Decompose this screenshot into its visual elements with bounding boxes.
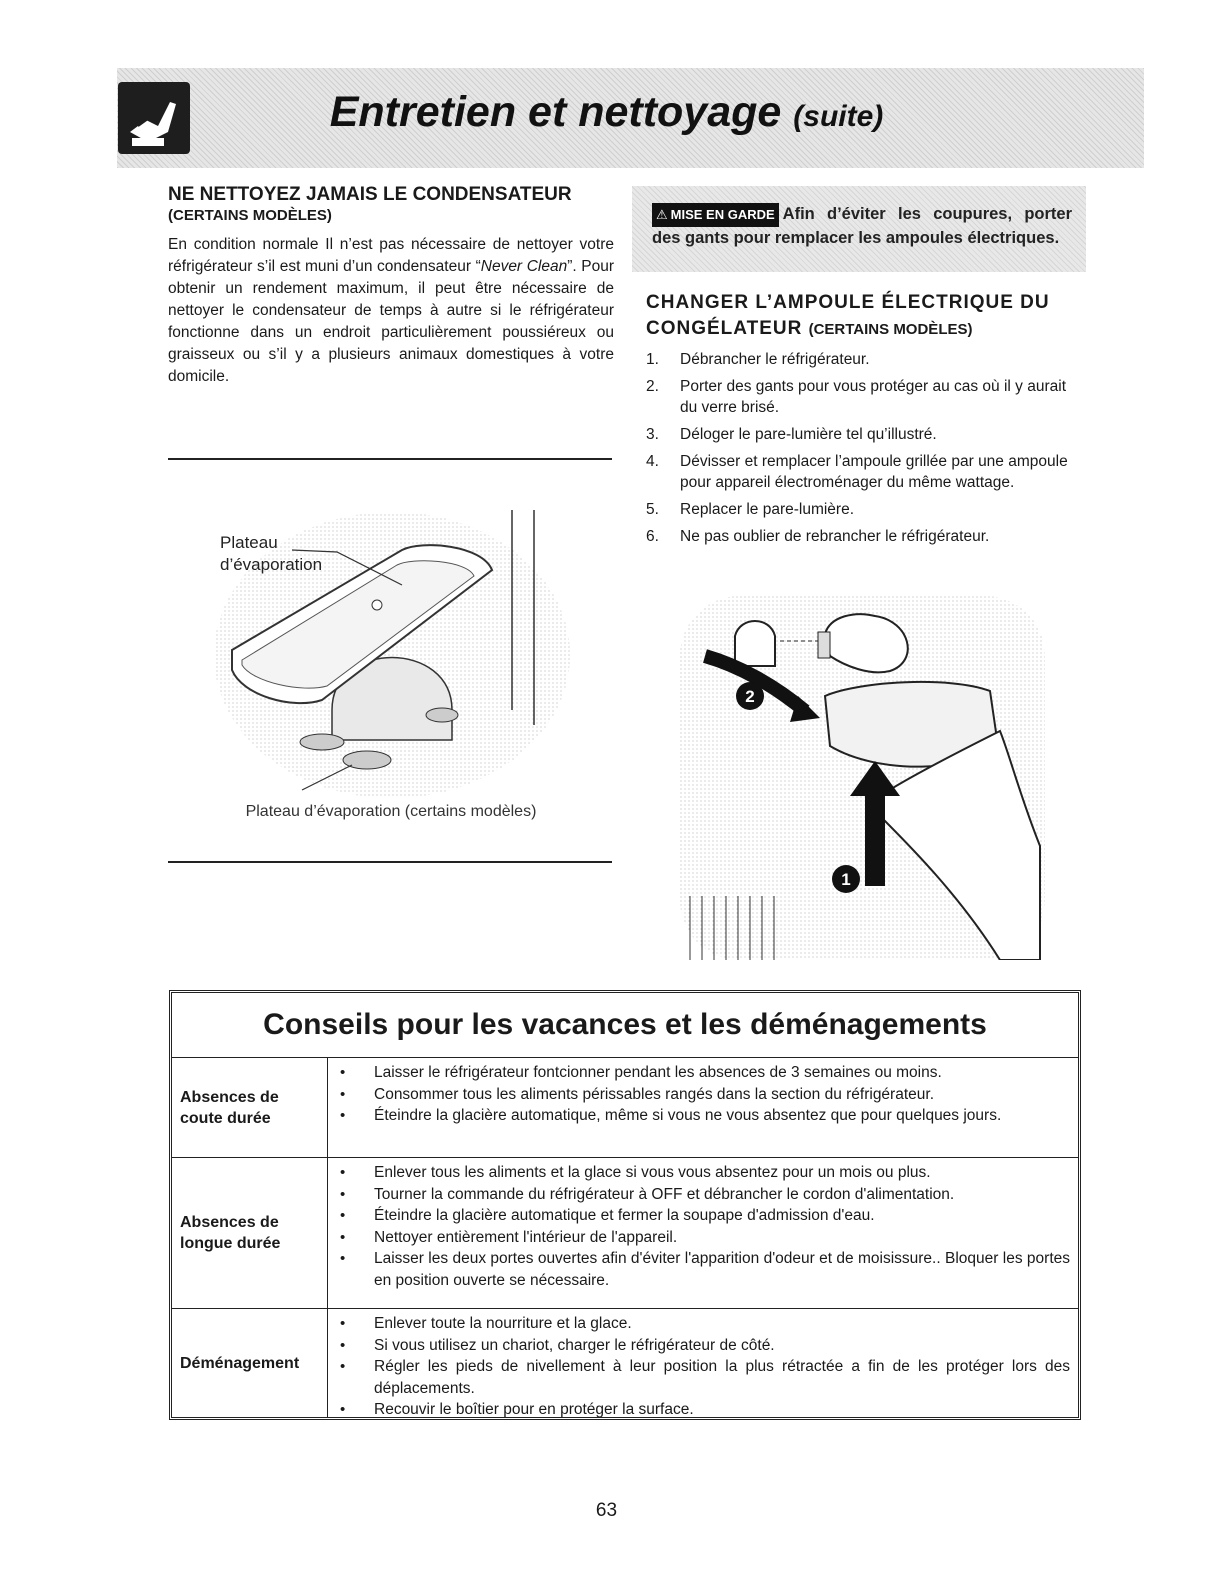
- list-item: • Éteindre la glacière automatique, même si vous ne vous absentez que pour quelques jours.: [338, 1105, 1070, 1127]
- table-row: [172, 1309, 1078, 1418]
- list-item: • Tourner la commande du réfrigérateur à OFF et débrancher le cordon d'alimentation.: [338, 1184, 1070, 1206]
- list-item: • Régler les pieds de nivellement à leur position la plus rétractée a fin de les protéger lors des déplacements.: [338, 1356, 1070, 1399]
- condenser-section: [168, 184, 614, 388]
- bulb-steps: [646, 349, 1078, 547]
- condenser-subheading: (CERTAINS MODÈLES): [168, 207, 332, 224]
- list-item: • Laisser les deux portes ouvertes afin d'éviter l'apparition d'odeur et de moisissure.. Bloquer les portes en position ouverte se nécessaire.: [338, 1248, 1070, 1291]
- list-item: 5. Replacer le pare-lumière.: [646, 501, 855, 518]
- list-item: • Enlever toute la nourriture et la glace.: [338, 1313, 1070, 1335]
- list-item: • Nettoyer entièrement l'intérieur de l'appareil.: [338, 1227, 1070, 1249]
- tips-category: Absences de coute durée: [172, 1058, 328, 1157]
- list-item: 4. Dévisser et remplacer l’ampoule grillée par une ampoule pour appareil électroménager du même wattage.: [646, 453, 1068, 491]
- list-item: 6. Ne pas oublier de rebrancher le réfrigérateur.: [646, 528, 990, 545]
- bulb-heading: CHANGER L’AMPOULE ÉLECTRIQUE DU CONGÉLATEUR (CERTAINS MODÈLES): [646, 292, 1050, 339]
- tips-table: [169, 990, 1081, 1420]
- list-item: • Éteindre la glacière automatique et fermer la soupape d'admission d'eau.: [338, 1205, 1070, 1227]
- condenser-paragraph: En condition normale Il n’est pas nécessaire de nettoyer votre réfrigérateur s’il est muni d’un condensateur “Never Clean”. Pour obtenir un rendement maximum, il peut être nécessaire de nettoyer le condensateur de temps à autre si le réfrigérateur fonctionne dans un endroit particulièrement poussiéreux ou graisseux ou s’il y a plusieurs animaux domestiques à votre domicile.: [168, 236, 615, 385]
- list-item: • Recouvir le boîtier pour en protéger la surface.: [338, 1399, 1070, 1421]
- list-item: • Si vous utilisez un chariot, charger le réfrigérateur de côté.: [338, 1335, 1070, 1357]
- warning-triangle-icon: ⚠: [656, 207, 668, 222]
- evaporation-tray-label: Plateau d’évaporation: [220, 533, 323, 574]
- tips-items: [328, 1309, 1078, 1418]
- warning-badge: ⚠ MISE EN GARDE: [652, 203, 779, 227]
- list-item: 1. Débrancher le réfrigérateur.: [646, 351, 870, 368]
- divider: [168, 458, 612, 460]
- divider: [168, 861, 612, 863]
- list-item: 2. Porter des gants pour vous protéger au cas où il y aurait du verre brisé.: [646, 378, 1066, 416]
- tips-category: Déménagement: [172, 1309, 328, 1418]
- tips-title: Conseils pour les vacances et les déménagements: [172, 993, 1078, 1058]
- table-row: [172, 1158, 1078, 1309]
- list-item: • Enlever tous les aliments et la glace si vous vous absentez pour un mois ou plus.: [338, 1162, 1070, 1184]
- list-item: 3. Déloger le pare-lumière tel qu’illustré.: [646, 426, 937, 443]
- page-title: Entretien et nettoyage (suite): [329, 88, 884, 136]
- warning-text: ⚠ MISE EN GARDE Afin d’éviter les coupures, porter des gants pour remplacer les ampoules électriques.: [652, 205, 1072, 247]
- svg-text:2: 2: [745, 687, 755, 706]
- bulb-section: [646, 290, 1078, 553]
- table-row: [172, 1058, 1078, 1158]
- list-item: • Consommer tous les aliments périssables rangés dans la section du réfrigérateur.: [338, 1084, 1070, 1106]
- page-title-suffix: (suite): [793, 100, 884, 133]
- tips-category: Absences de longue durée: [172, 1158, 328, 1308]
- page-number: 63: [595, 1500, 618, 1521]
- bulb-replacement-illustration: [680, 596, 1045, 960]
- tips-items: [328, 1158, 1078, 1308]
- evaporation-tray-caption: Plateau d’évaporation (certains modèles): [245, 803, 537, 820]
- tips-items: [328, 1058, 1078, 1157]
- svg-text:1: 1: [841, 870, 851, 889]
- list-item: • Laisser le réfrigérateur fontcionner pendant les absences de 3 semaines ou moins.: [338, 1062, 1070, 1084]
- condenser-heading: NE NETTOYEZ JAMAIS LE CONDENSATEUR: [168, 184, 572, 205]
